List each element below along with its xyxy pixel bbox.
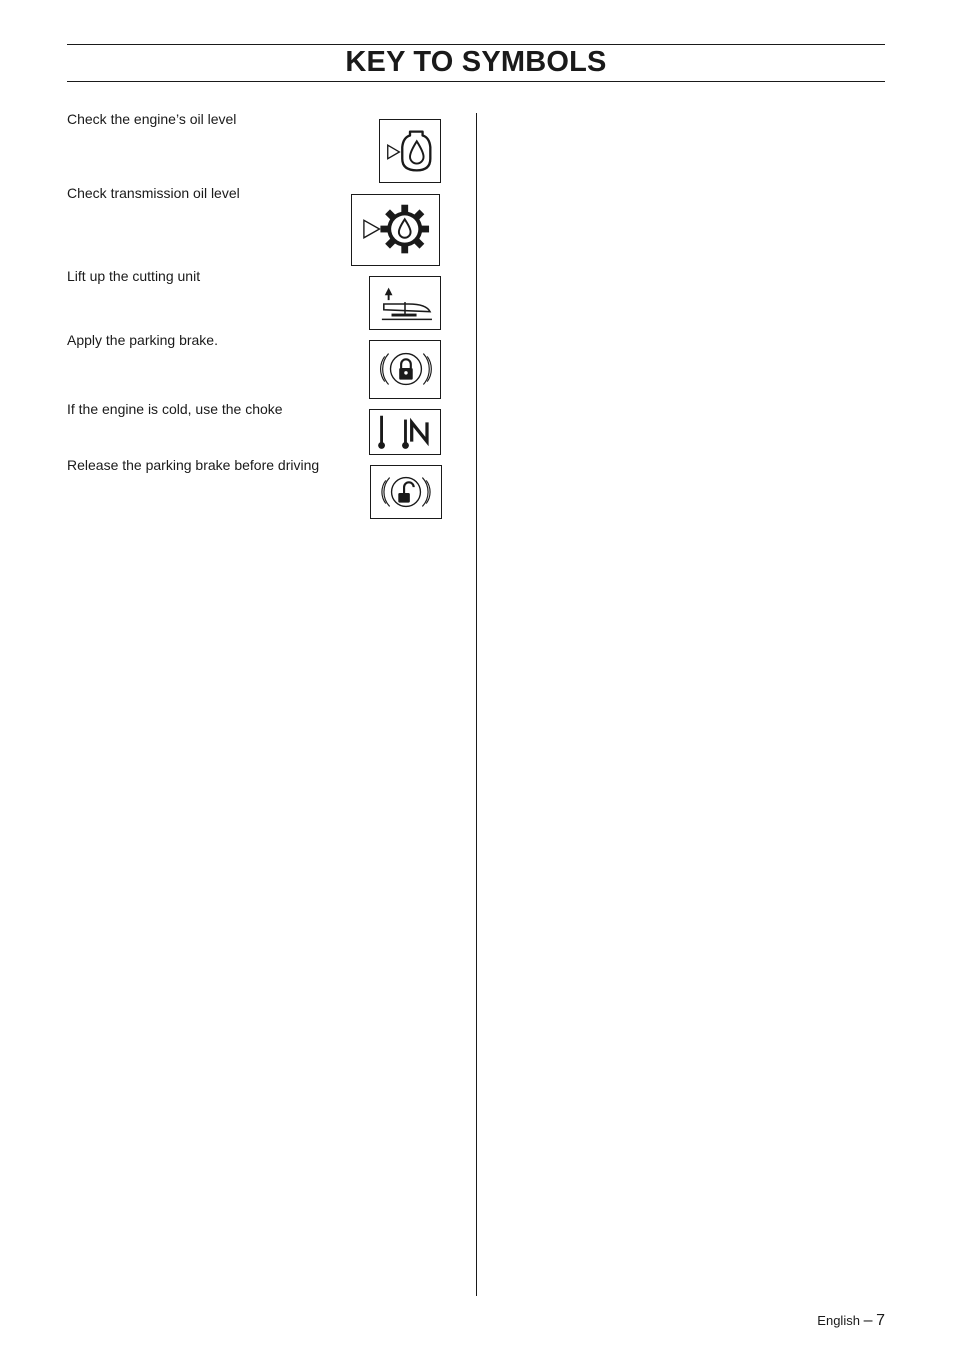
symbol-label-transmission-oil: Check transmission oil level [67, 185, 240, 201]
parking-brake-apply-icon [369, 340, 441, 399]
symbol-label-engine-oil: Check the engine’s oil level [67, 111, 237, 127]
lift-cutting-unit-icon [369, 276, 441, 330]
transmission-oil-check-icon [351, 194, 440, 266]
symbol-label-release-parking-brake: Release the parking brake before driving [67, 457, 320, 473]
header-bottom-rule [67, 81, 885, 82]
header-top-rule [67, 44, 885, 45]
page-footer [817, 1312, 885, 1330]
footer-language: English [817, 1313, 860, 1328]
footer-separator: – [863, 1312, 873, 1329]
symbol-label-lift-cutting-unit: Lift up the cutting unit [67, 268, 201, 284]
symbol-label-choke: If the engine is cold, use the choke [67, 401, 283, 417]
cold-engine-choke-icon [369, 409, 441, 455]
column-divider [476, 113, 477, 1296]
symbol-label-apply-parking-brake: Apply the parking brake. [67, 332, 218, 348]
footer-page-number: 7 [876, 1312, 885, 1329]
engine-oil-check-icon [379, 119, 441, 183]
page-title: KEY TO SYMBOLS [345, 46, 607, 78]
parking-brake-release-icon [370, 465, 442, 519]
